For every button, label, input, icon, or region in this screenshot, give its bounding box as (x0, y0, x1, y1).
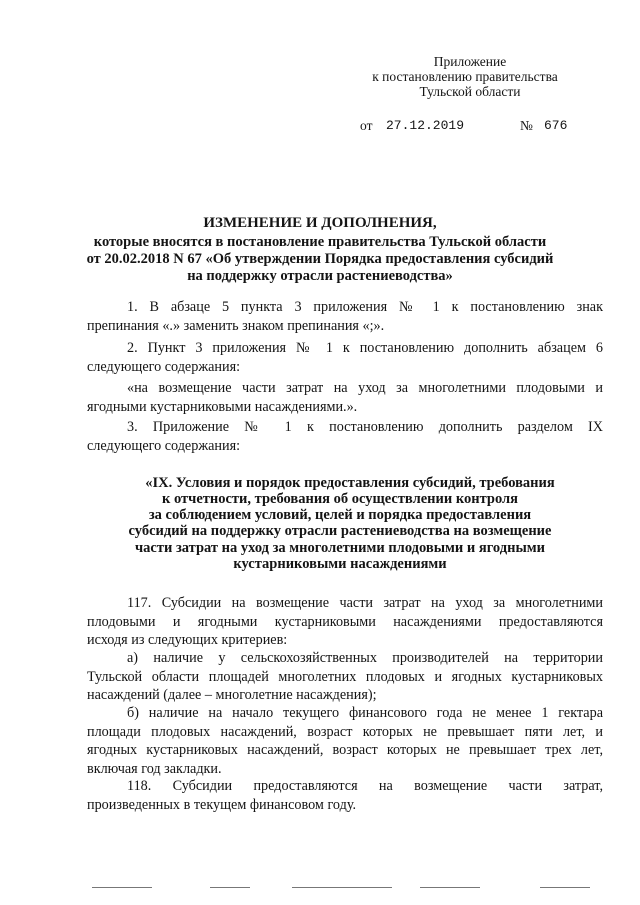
section-title-line5: части затрат на уход за многолетними плодовыми и ягодными (134, 540, 546, 556)
scan-artifact (92, 887, 152, 888)
number-prefix: № (520, 118, 533, 133)
paragraph-118: 118. Субсидии предоставляются на возмещение части затрат, произведенных в текущем финансовом году. (87, 778, 603, 813)
paragraph-item-2: 2. Пункт 3 приложения № 1 к постановлению дополнить абзацем 6 следующего содержания: (87, 340, 603, 375)
section-title-line1: «IX. Условия и порядок предоставления субсидий, требования (145, 475, 555, 491)
document-subtitle-line2: от 20.02.2018 N 67 «Об утверждении Порядка предоставления субсидий (86, 251, 554, 267)
scan-artifact (540, 887, 590, 888)
resolution-number: 676 (544, 118, 568, 133)
document-subtitle-line1: которые вносятся в постановление правительства Тульской области (93, 234, 547, 250)
section-title-line6: кустарниковыми насаждениями (233, 556, 447, 572)
appendix-label: Приложение (433, 54, 507, 69)
appendix-resolution-line: к постановлению правительства (372, 69, 558, 84)
document-title: ИЗМЕНЕНИЕ И ДОПОЛНЕНИЯ, (203, 215, 437, 231)
paragraph-item-3: 3. Приложение № 1 к постановлению дополнить разделом IX следующего содержания: (87, 419, 603, 454)
paragraph-item-1: 1. В абзаце 5 пункта 3 приложения № 1 к постановлению знак препинания «.» заменить знаком препинания «;». (87, 299, 603, 334)
section-title-line3: за соблюдением условий, целей и порядка предоставления (148, 507, 532, 523)
scan-artifact (420, 887, 480, 888)
paragraph-117: 117. Субсидии на возмещение части затрат на уход за многолетними плодовыми и ягодными кустарниковыми насаждениями предоставляются исходя из следующих критериев: (87, 595, 603, 649)
paragraph-criterion-a: а) наличие у сельскохозяйственных производителей на территории Тульской области площадей многолетних плодовых и ягодных кустарниковых насаждений (далее – многолетние насаждения); (87, 650, 603, 704)
appendix-region-line: Тульской области (419, 84, 521, 99)
scan-artifact (210, 887, 250, 888)
paragraph-quote: «на возмещение части затрат на уход за многолетними плодовыми и ягодными кустарниковыми насаждениями.». (87, 380, 603, 415)
resolution-date: 27.12.2019 (386, 118, 465, 133)
date-prefix: от (360, 118, 373, 133)
section-title-line4: субсидий на поддержку отрасли растениеводства на возмещение (128, 523, 552, 539)
section-title-line2: к отчетности, требования об осуществлении контроля (161, 491, 519, 507)
scan-artifact (292, 887, 392, 888)
paragraph-criterion-b: б) наличие на начало текущего финансового года не менее 1 гектара площади плодовых насаждений, возраст которых не превышает пяти лет, и ягодных кустарниковых насаждений, возраст которых не превышает трех лет, включая год закладки. (87, 705, 603, 777)
document-subtitle-line3: на поддержку отрасли растениеводства» (187, 268, 453, 284)
